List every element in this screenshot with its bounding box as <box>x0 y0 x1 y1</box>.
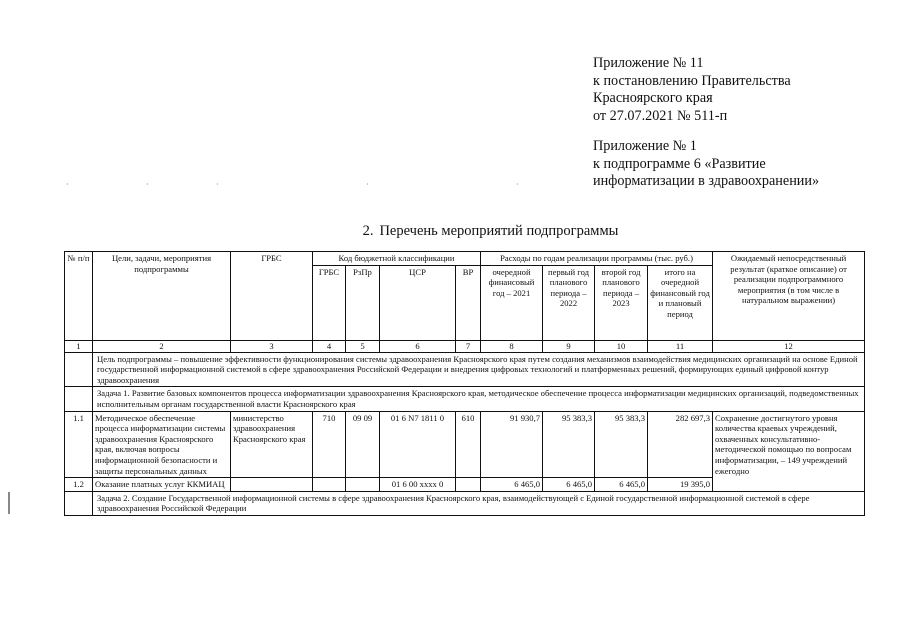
column-number: 5 <box>346 340 380 352</box>
column-number: 2 <box>93 340 231 352</box>
column-number-row <box>65 340 865 352</box>
row-csr: 01 6 00 xxxx 0 <box>380 478 456 492</box>
col-header-code-csr: ЦСР <box>380 265 456 340</box>
subprogram-topic: информатизации в здравоохранении» <box>593 173 820 189</box>
scan-dot: · <box>516 180 519 189</box>
appendix-1-label: Приложение № 1 <box>593 138 697 154</box>
measures-table <box>64 251 865 516</box>
scan-dot: · <box>146 180 149 189</box>
row-expense-2021: 6 465,0 <box>481 478 543 492</box>
row-expense-2022: 6 465,0 <box>543 478 595 492</box>
column-number: 8 <box>481 340 543 352</box>
table-header-row <box>65 252 865 266</box>
col-header-exp-2023: второй год планового периода – 2023 <box>595 265 648 340</box>
column-number: 10 <box>595 340 648 352</box>
section-number: 2. <box>362 223 374 239</box>
row-expense-total: 282 697,3 <box>648 411 713 478</box>
row-grbs-name <box>231 478 313 492</box>
col-header-exp-2022: первый год планового периода – 2022 <box>543 265 595 340</box>
row-measure-name: Методическое обеспечение процесса информатизации системы здравоохранения Красноярского края, включая вопросы информационной безопасности и защиты персональных данных <box>93 411 231 478</box>
table-row <box>65 411 865 478</box>
empty-cell <box>65 491 93 515</box>
row-grbs-name: министерство здравоохранения Красноярского края <box>231 411 313 478</box>
resolution-label: к постановлению Правительства <box>593 72 791 89</box>
subprogram-goal: Цель подпрограммы – повышение эффективности функционирования системы здравоохранения Красноярского края путем создания механизмов взаимодействия медицинских организаций на основе Единой государственной информационной системой в сфере здравоохранения Российской Федерации и внедрения цифровых технологий и платформенных решений, формирующих единый цифровой контур здравоохранения <box>93 352 865 387</box>
empty-cell <box>65 387 93 411</box>
appendix-header <box>593 55 883 191</box>
row-grbs-code: 710 <box>313 411 346 478</box>
empty-cell <box>65 352 93 387</box>
row-rzpr: 09 09 <box>346 411 380 478</box>
column-number: 1 <box>65 340 93 352</box>
region-label: Красноярского края <box>593 90 713 106</box>
col-header-budget-code: Код бюджетной классификации <box>313 252 481 266</box>
section-title <box>0 223 899 240</box>
row-vr <box>456 478 481 492</box>
row-expected-result: Сохранение достигнутого уровня количества краевых учреждений, охваченных консультативно-методической помощью по вопросам информатизации, – 149 учреждений ежегодно <box>713 411 865 491</box>
column-number: 4 <box>313 340 346 352</box>
column-number: 6 <box>380 340 456 352</box>
col-header-grbs: ГРБС <box>231 252 313 341</box>
col-header-expenses: Расходы по годам реализации программы (тыс. руб.) <box>481 252 713 266</box>
col-header-exp-2021: очередной финансовый год – 2021 <box>481 265 543 340</box>
row-csr: 01 6 N7 1811 0 <box>380 411 456 478</box>
column-number: 3 <box>231 340 313 352</box>
row-num: 1.2 <box>65 478 93 492</box>
appendix-11-label: Приложение № 11 <box>593 55 704 71</box>
row-num: 1.1 <box>65 411 93 478</box>
resolution-date: от 27.07.2021 № 511-п <box>593 107 728 124</box>
row-vr: 610 <box>456 411 481 478</box>
task-2: Задача 2. Создание Государственной информационной системы в сфере здравоохранения Красноярского края, взаимодействующей с Единой государственной информационной системой в сфере здравоохранения Российской Федерации <box>93 491 865 515</box>
row-expense-2023: 6 465,0 <box>595 478 648 492</box>
task-1: Задача 1. Развитие базовых компонентов процесса информатизации здравоохранения Красноярского края, методическое обеспечение процесса информатизации медицинских организаций, подведомственных исполнительным органам государственной власти Красноярского края <box>93 387 865 411</box>
scan-dot: · <box>366 180 369 189</box>
scan-dot: · <box>216 180 219 189</box>
row-expense-total: 19 395,0 <box>648 478 713 492</box>
col-header-result: Ожидаемый непосредственный результат (краткое описание) от реализации подпрограммного мероприятия (в том числе в натуральном выражении) <box>713 252 865 341</box>
row-expense-2023: 95 383,3 <box>595 411 648 478</box>
row-expense-2022: 95 383,3 <box>543 411 595 478</box>
col-header-exp-total: итого на очередной финансовый год и плановый период <box>648 265 713 340</box>
col-header-code-rzpr: РзПр <box>346 265 380 340</box>
row-expense-2021: 91 930,7 <box>481 411 543 478</box>
column-number: 9 <box>543 340 595 352</box>
scan-dot: · <box>66 180 69 189</box>
col-header-code-grbs: ГРБС <box>313 265 346 340</box>
column-number: 12 <box>713 340 865 352</box>
task-1-row <box>65 387 865 411</box>
row-measure-name: Оказание платных услуг ККМИАЦ <box>93 478 231 492</box>
scan-margin-mark <box>8 492 10 514</box>
column-number: 7 <box>456 340 481 352</box>
task-2-row <box>65 491 865 515</box>
col-header-code-vr: ВР <box>456 265 481 340</box>
col-header-goals: Цели, задачи, мероприятия подпрограммы <box>93 252 231 341</box>
goal-row <box>65 352 865 387</box>
column-number: 11 <box>648 340 713 352</box>
row-rzpr <box>346 478 380 492</box>
subprogram-label: к подпрограмме 6 «Развитие <box>593 155 766 172</box>
col-header-num: № п/п <box>65 252 93 341</box>
section-title-text: Перечень мероприятий подпрограммы <box>379 223 619 239</box>
row-grbs-code <box>313 478 346 492</box>
